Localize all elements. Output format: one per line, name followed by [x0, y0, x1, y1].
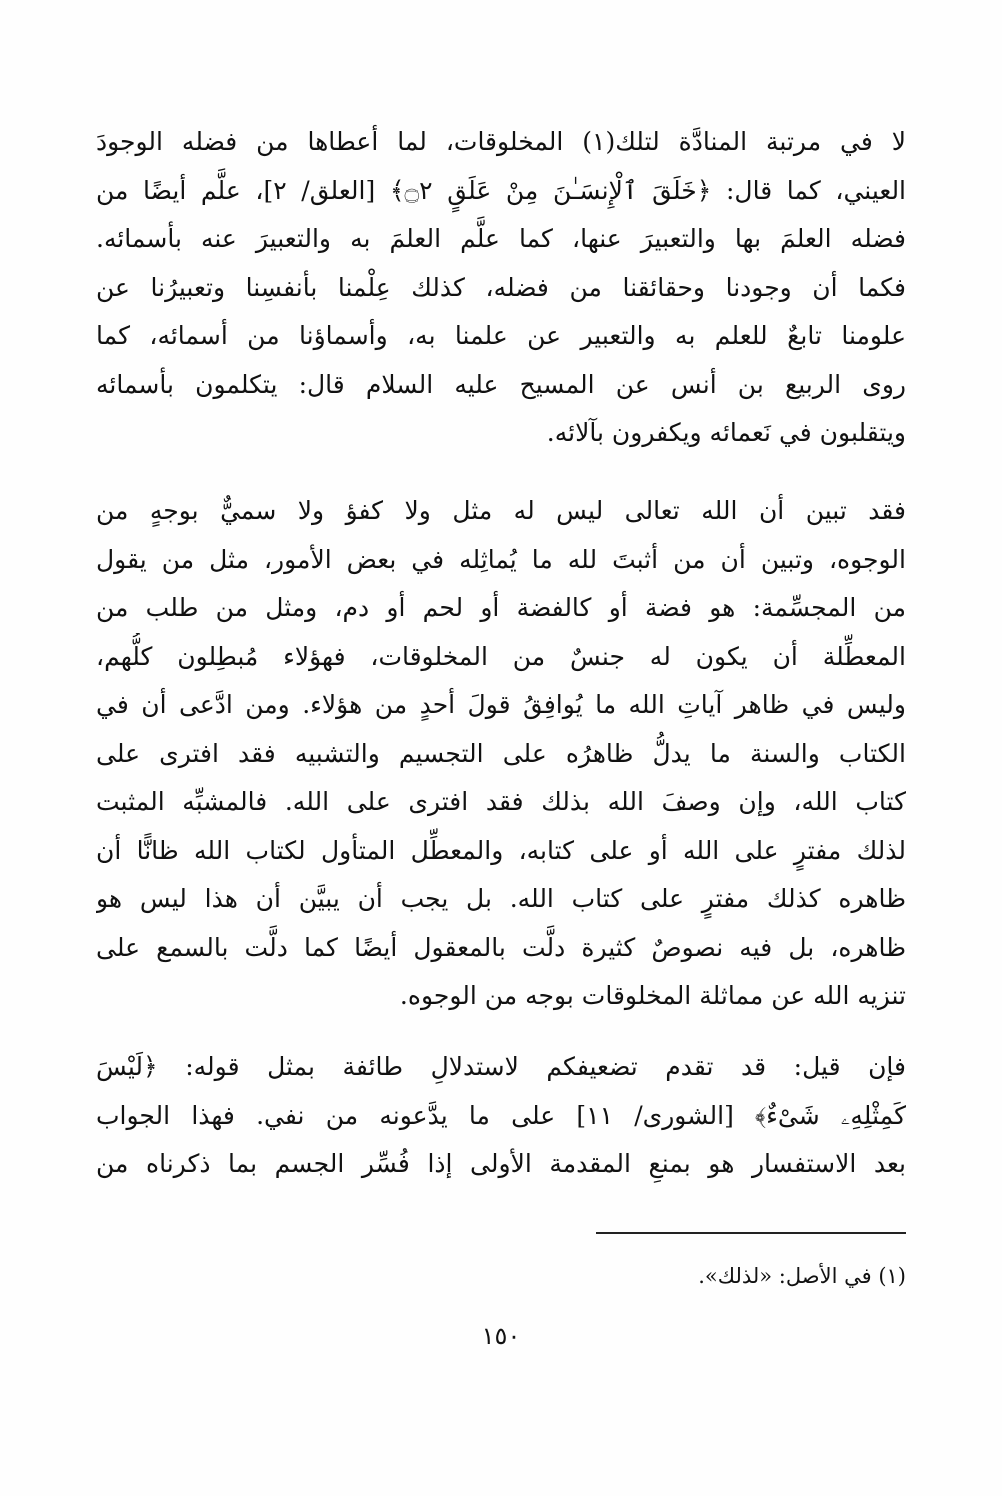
text-line: فكما أن وجودنا وحقائقنا من فضله، كذلك عِلْمنا بأنفسِنا وتعبيرُنا عن — [96, 272, 906, 302]
page-number: ١٥٠ — [481, 1322, 521, 1350]
text-line: العيني، كما قال: ﴿خَلَقَ ٱلْإِنسَـٰنَ مِنْ عَلَقٍ ۝٢﴾ [العلق/ ٢]، علَّم أيضًا من — [96, 175, 906, 205]
text-line: تنزيه الله عن مماثلة المخلوقات بوجه من الوجوه. — [399, 981, 906, 1010]
text-line: علومنا تابعٌ للعلم به والتعبير عن علمنا به، وأسماؤنا من أسمائه، كما — [96, 321, 906, 350]
text-line: المعطِّلة أن يكون له جنسٌ من المخلوقات، فهؤلاء مُبطِلون كلُّهم، — [96, 641, 906, 671]
footnote: (١) في الأصل: «لذلك». — [698, 1264, 906, 1288]
text-line: كَمِثْلِهِۦ شَىْءٌ﴾ [الشورى/ ١١] على ما يدَّعونه من نفي. فهذا الجواب — [96, 1100, 906, 1130]
text-line: لا في مرتبة المنادَّة لتلك(١) المخلوقات، لما أعطاها من فضله الوجودَ — [96, 127, 906, 156]
text-line: فقد تبين أن الله تعالى ليس له مثل ولا كفؤ ولا سميٌّ بوجهٍ من — [96, 496, 906, 525]
text-line: وليس في ظاهر آياتِ الله ما يُوافِقُ قولَ أحدٍ من هؤلاء. ومن ادَّعى أن في — [96, 690, 906, 719]
text-line: ويتقلبون في نَعمائه ويكفرون بآلائه. — [546, 418, 906, 447]
text-line: من المجسِّمة: هو فضة أو كالفضة أو لحم أو دم، ومثل من طلب من — [96, 593, 906, 622]
text-line: لذلك مفترٍ على الله أو على كتابه، والمعطِّل المتأول لكتاب الله ظانًّا أن — [96, 835, 906, 865]
text-line: ظاهره، بل فيه نصوصٌ كثيرة دلَّت بالمعقول أيضًا كما دلَّت بالسمع على — [96, 932, 906, 962]
text-line: الوجوه، وتبين أن من أثبتَ لله ما يُماثِله في بعض الأمور، مثل من يقول — [96, 544, 906, 574]
paragraph-3 — [96, 1043, 906, 1189]
footnote-separator — [596, 1232, 906, 1234]
text-line: الكتاب والسنة ما يدلُّ ظاهرُه على التجسيم والتشبيه فقد افترى على — [96, 738, 906, 768]
text-line: بعد الاستفسار هو بمنعِ المقدمة الأولى إذا فُسِّر الجسم بما ذكرناه من — [96, 1149, 906, 1178]
paragraph-2 — [96, 487, 906, 1021]
paragraph-1 — [96, 118, 906, 458]
text-line: فضله العلمَ بها والتعبيرَ عنها، كما علَّم العلمَ به والتعبيرَ عنه بأسمائه. — [96, 224, 906, 253]
text-line: ظاهره كذلك مفترٍ على كتاب الله. بل يجب أن يبيَّن أن هذا ليس هو — [96, 884, 906, 913]
text-line: فإن قيل: قد تقدم تضعيفكم لاستدلالِ طائفة بمثل قوله: ﴿لَيْسَ — [96, 1052, 906, 1081]
text-line: كتاب الله، وإن وصفَ الله بذلك فقد افترى على الله. فالمشبِّه المثبت — [96, 787, 906, 816]
text-line: روى الربيع بن أنس عن المسيح عليه السلام قال: يتكلمون بأسمائه — [96, 369, 906, 399]
